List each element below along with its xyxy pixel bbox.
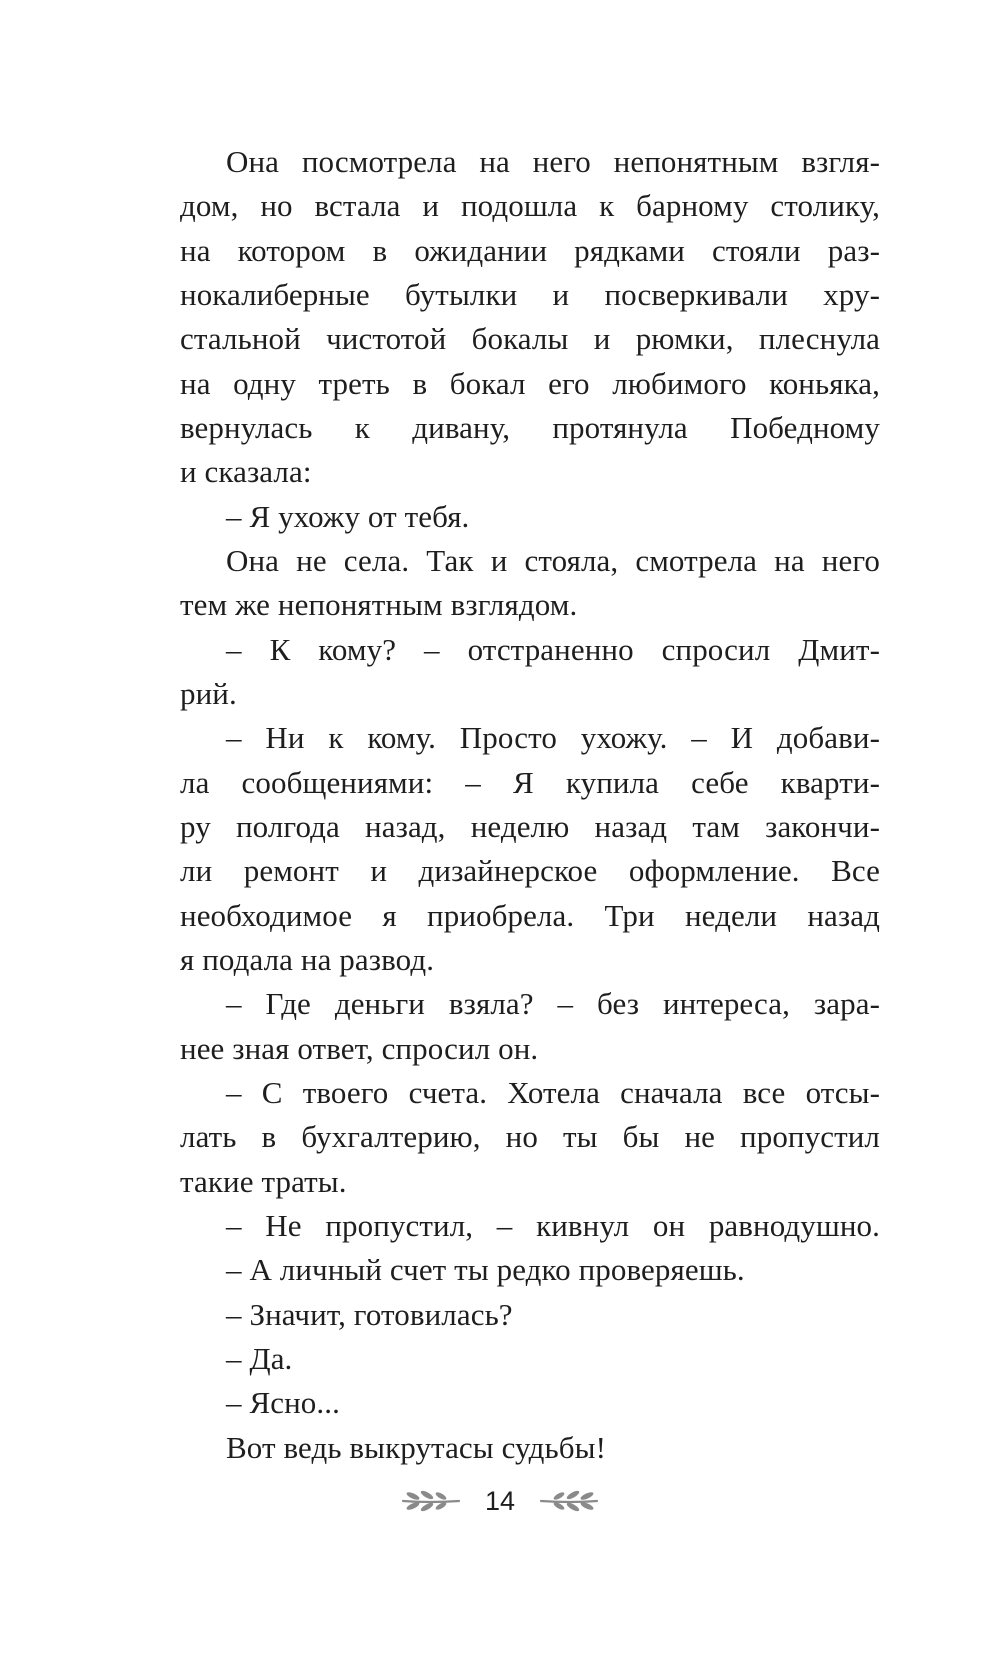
text-line: Она не села. Так и стояла, смотрела на него — [226, 542, 880, 578]
text-line: такие траты. — [180, 1163, 347, 1199]
book-page-text — [180, 140, 880, 1470]
text-line: – Ни к кому. Просто ухожу. – И добави- — [226, 720, 880, 756]
text-line: – С твоего счета. Хотела сначала все отсы- — [226, 1074, 880, 1110]
text-line: тем же непонятным взглядом. — [180, 587, 578, 623]
laurel-branch-right-icon — [537, 1488, 601, 1514]
laurel-branch-left-icon — [399, 1488, 463, 1514]
page-number: 14 — [484, 1486, 516, 1516]
text-line: дом, но встала и подошла к барному столику, — [180, 188, 880, 224]
text-line: ру полгода назад, неделю назад там закончи- — [180, 808, 880, 844]
text-line: и сказала: — [180, 454, 312, 490]
text-line: – Ясно... — [226, 1385, 340, 1421]
text-line: вернулась к дивану, протянула Победному — [180, 409, 880, 445]
text-line: – Где деньги взяла? – без интереса, зара- — [226, 986, 880, 1022]
text-line: рий. — [180, 675, 237, 711]
text-line: – К кому? – отстраненно спросил Дмит- — [226, 631, 880, 667]
text-line: на одну треть в бокал его любимого коньяка, — [180, 365, 880, 401]
text-line: – Да. — [226, 1340, 293, 1376]
text-line: Она посмотрела на него непонятным взгля- — [226, 144, 880, 179]
text-line: нокалиберные бутылки и посверкивали хру- — [180, 276, 880, 312]
text-line: я подала на развод. — [180, 941, 435, 977]
text-line: лать в бухгалтерию, но ты бы не пропустил — [180, 1119, 880, 1155]
text-line: нее зная ответ, спросил он. — [180, 1030, 539, 1066]
text-line: – Значит, готовилась? — [226, 1296, 513, 1332]
text-line: необходимое я приобрела. Три недели назад — [180, 897, 880, 933]
page-footer — [0, 1481, 1000, 1521]
text-line: Вот ведь выкрутасы судьбы! — [226, 1429, 607, 1465]
text-line: ли ремонт и дизайнерское оформление. Все — [180, 853, 880, 889]
text-line: ла сообщениями: – Я купила себе кварти- — [180, 764, 880, 800]
text-line: стальной чистотой бокалы и рюмки, плеснула — [180, 321, 880, 357]
text-line: – Я ухожу от тебя. — [226, 498, 470, 534]
text-line: – Не пропустил, – кивнул он равнодушно. — [226, 1207, 880, 1243]
text-line: – А личный счет ты редко проверяешь. — [226, 1252, 745, 1288]
text-line: на котором в ожидании рядками стояли раз- — [180, 232, 880, 268]
